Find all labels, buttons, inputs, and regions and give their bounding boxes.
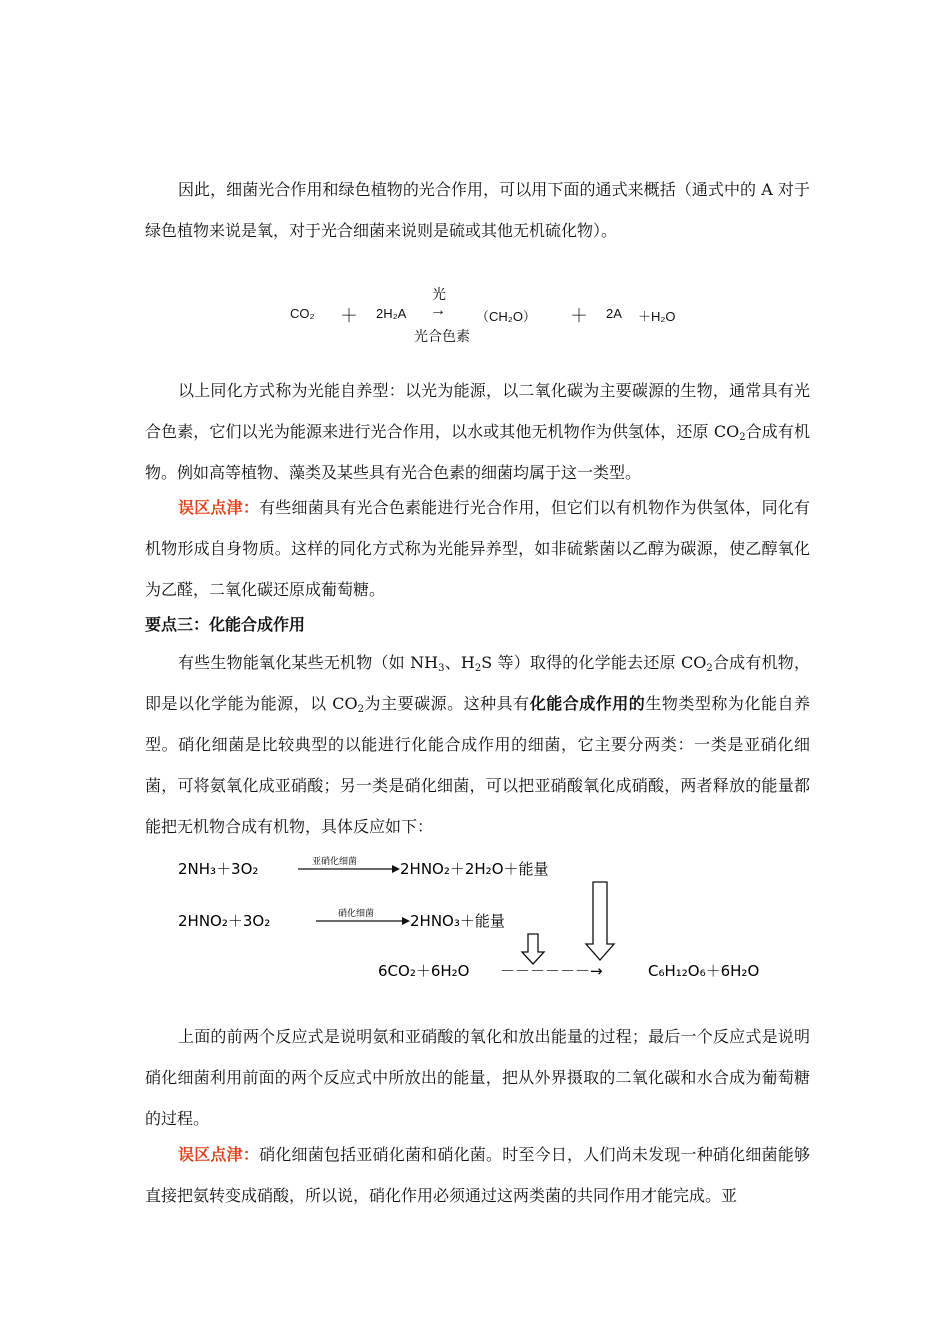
subscript: 2 bbox=[474, 663, 482, 674]
photosynthesis-equation bbox=[280, 278, 740, 348]
paragraph-misconception-2 bbox=[145, 1134, 810, 1216]
energy-arrow-down-icon bbox=[586, 882, 614, 960]
text-segment: 硝化细菌包括亚硝化菌和硝化菌。时至今日，人们尚未发现一种硝化细菌能够直接把氨转变成硝酸，所以说，硝化作用必须通过这两类菌的共同作用才能完成。亚 bbox=[145, 1145, 810, 1205]
text-segment: 合成有机物。例如高等植物、藻类及某些具有光合色素的细菌均属于这一类型。 bbox=[145, 422, 810, 482]
text-segment: 、H bbox=[444, 653, 475, 672]
text-segment: 有些生物能氧化某些无机物（如 NH bbox=[178, 653, 439, 672]
text-segment: 合成有机物，即是以化学能为能源，以 CO bbox=[145, 653, 810, 713]
r1-arrowhead bbox=[392, 865, 400, 873]
r2-reactants: 2HNO₂＋3O₂ bbox=[178, 912, 271, 930]
r3-arrow: －－－－－－→ bbox=[500, 962, 603, 980]
r2-products: 2HNO₃＋能量 bbox=[410, 912, 505, 930]
reactions-diagram bbox=[170, 848, 820, 988]
text-segment: 为主要碳源。这种具有 bbox=[364, 694, 530, 713]
paragraph-misconception-1 bbox=[145, 487, 810, 610]
eq-condition-light: 光 bbox=[432, 286, 446, 302]
paragraph-intro: 因此，细菌光合作用和绿色植物的光合作用，可以用下面的通式来概括（通式中的 A 对于绿色植物来说是氧，对于光合细菌来说则是硫或其他无机硫化物）。 bbox=[145, 180, 810, 240]
paragraph-chemosynthesis bbox=[145, 642, 810, 847]
subscript: 2 bbox=[357, 704, 365, 715]
r1-reactants: 2NH₃＋3O₂ bbox=[178, 860, 259, 878]
subscript: 3 bbox=[438, 663, 445, 674]
r3-products: C₆H₁₂O₆＋6H₂O bbox=[648, 962, 760, 980]
text-segment: 生物类型称为化能自养型。硝化细菌是比较典型的以能进行化能合成作用的细菌，它主要分两类：一类是亚硝化细菌，可将氨氧化成亚硝酸；另一类是硝化细菌，可以把亚硝酸氧化成硝酸，两者释放的能量都能把无机物合成有机物，具体反应如下： bbox=[145, 694, 810, 836]
r2-arrowhead bbox=[402, 917, 410, 925]
eq-plus: ＋ bbox=[340, 306, 358, 326]
r3-reactants: 6CO₂＋6H₂O bbox=[378, 962, 470, 980]
bold-term: 化能合成作用的 bbox=[529, 694, 646, 713]
nitrification-reactions bbox=[170, 848, 820, 988]
text-segment: 有些细菌具有光合色素能进行光合作用，但它们以有机物作为供氢体，同化有机物形成自身物质。这样的同化方式称为光能异养型，如非硫紫菌以乙醇为碳源，使乙醇氧化为乙醛，二氧化碳还原成葡萄糖。 bbox=[145, 498, 810, 599]
eq-h2a: 2H₂A bbox=[376, 306, 407, 321]
eq-plus: ＋ bbox=[570, 306, 588, 326]
subscript: 2 bbox=[739, 432, 746, 443]
eq-condition-pigment: 光合色素 bbox=[414, 328, 470, 344]
energy-arrow-down-icon bbox=[522, 934, 544, 964]
misconception-label: 误区点津： bbox=[178, 1145, 260, 1164]
paragraph-photoautotroph bbox=[145, 370, 810, 493]
paragraph-explanation: 上面的前两个反应式是说明氨和亚硝酸的氧化和放出能量的过程；最后一个反应式是说明硝化细菌利用前面的两个反应式中所放出的能量，把从外界摄取的二氧化碳和水合成为葡萄糖的过程。 bbox=[145, 1027, 810, 1128]
eq-ch2o: （CH₂O） bbox=[476, 309, 536, 324]
eq-co2: CO₂ bbox=[290, 306, 315, 321]
misconception-label: 误区点津： bbox=[178, 498, 260, 517]
r1-condition: 亚硝化细菌 bbox=[312, 857, 358, 867]
text-segment: 以上同化方式称为光能自养型：以光为能源，以二氧化碳为主要碳源的生物，通常具有光合色素，它们以光为能源来进行光合作用，以水或其他无机物作为供氢体，还原 CO bbox=[145, 381, 810, 441]
r1-products: 2HNO₂＋2H₂O＋能量 bbox=[400, 860, 549, 878]
section-heading: 要点三：化能合成作用 bbox=[145, 615, 306, 634]
eq-h2o: ＋H₂O bbox=[638, 309, 676, 324]
r2-condition: 硝化细菌 bbox=[338, 909, 375, 919]
subscript: 2 bbox=[706, 663, 713, 674]
eq-2a: 2A bbox=[606, 306, 622, 321]
text-segment: S 等）取得的化学能去还原 CO bbox=[481, 653, 707, 672]
eq-arrow: → bbox=[430, 302, 446, 319]
